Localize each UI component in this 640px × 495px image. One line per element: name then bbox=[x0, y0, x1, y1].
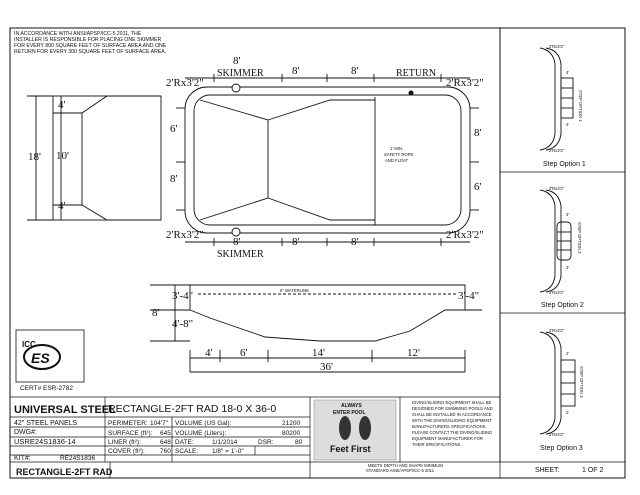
svg-text:SCALE:: SCALE: bbox=[175, 448, 199, 455]
plan-skimmer-top-label: SKIMMER bbox=[217, 68, 264, 79]
profile-bottom-dim-2: 6' bbox=[240, 347, 248, 359]
step-option-1-drawing bbox=[540, 48, 573, 150]
kit-number: RE24S1836 bbox=[60, 455, 96, 462]
svg-text:IN ACCORDANCE WITH ANSI/APSP/I: IN ACCORDANCE WITH ANSI/APSP/ICC-5 2011, THE bbox=[14, 31, 142, 37]
svg-text:PLEASE CONTACT THE DIVING/SLID: PLEASE CONTACT THE DIVING/SLIDING bbox=[412, 430, 493, 435]
safety-rope-note bbox=[384, 146, 413, 163]
kit-label: KIT#: bbox=[14, 455, 31, 462]
profile-slope: 4'-8" bbox=[172, 318, 194, 330]
step2-dim-a: 3' bbox=[566, 212, 570, 217]
plan-left-dim-1: 6' bbox=[170, 123, 178, 135]
step3-bottom-label: 2'Rx3'2" bbox=[549, 432, 565, 437]
step3-caption: Step Option 3 bbox=[540, 445, 583, 452]
svg-text:DATE:: DATE: bbox=[175, 439, 194, 446]
step2-caption: Step Option 2 bbox=[541, 302, 584, 309]
svg-text:ALWAYS: ALWAYS bbox=[341, 403, 362, 409]
plan-right-dim-1: 8' bbox=[474, 127, 482, 139]
end-dim-bottom: 4' bbox=[58, 200, 66, 212]
plan-radius-tl: 2'Rx3'2" bbox=[166, 77, 204, 89]
svg-text:DESIGNED FOR SWIMMING POOLS AN: DESIGNED FOR SWIMMING POOLS AND bbox=[412, 406, 493, 411]
plan-top-dim-3: 8' bbox=[351, 65, 359, 77]
step1-bottom-label: 2'Rx3'2" bbox=[549, 148, 565, 153]
profile-bottom-dim-4: 12' bbox=[407, 347, 420, 359]
panels-label: 42" STEEL PANELS bbox=[14, 420, 78, 427]
svg-text:80: 80 bbox=[295, 439, 303, 446]
footer-title: RECTANGLE-2FT RAD bbox=[16, 467, 113, 477]
step1-caption: Step Option 1 bbox=[543, 161, 586, 168]
profile-bottom-dim-1: 4' bbox=[205, 347, 213, 359]
profile-overall: 36' bbox=[320, 361, 333, 373]
svg-text:104'7": 104'7" bbox=[150, 420, 169, 427]
svg-text:1/8" = 1'-0": 1/8" = 1'-0" bbox=[212, 448, 244, 455]
step3-vertical-label: STEP OPTION 3 bbox=[579, 366, 584, 398]
dwg-number: USRE24S1836-14 bbox=[14, 437, 76, 446]
step3-dim-b: 2' bbox=[566, 410, 570, 415]
step2-vertical-label: STEP OPTION 2 bbox=[577, 222, 582, 254]
icc-es-logo bbox=[16, 330, 84, 382]
svg-text:SAFETY ROPE: SAFETY ROPE bbox=[384, 152, 414, 157]
svg-text:LINER (ft²):: LINER (ft²): bbox=[108, 439, 141, 446]
plan-return-label: RETURN bbox=[396, 68, 436, 79]
svg-text:21200: 21200 bbox=[282, 420, 301, 427]
profile-waterline: 6" WATERLINE bbox=[280, 288, 309, 293]
profile-right-shallow: 3'-4" bbox=[458, 290, 480, 302]
step1-top-label: 2'Rx3'2" bbox=[549, 44, 565, 49]
step2-dim-b: 3' bbox=[566, 265, 570, 270]
end-overall: 18' bbox=[28, 151, 41, 163]
svg-text:80200: 80200 bbox=[282, 430, 301, 437]
return-fitting-icon bbox=[409, 91, 414, 96]
step1-dim-a: 4' bbox=[566, 70, 570, 75]
profile-depth: 8' bbox=[152, 307, 160, 319]
plan-radius-tr: 2'Rx3'2" bbox=[446, 77, 484, 89]
svg-text:FOR EVERY 800 SQUARE FEET OF S: FOR EVERY 800 SQUARE FEET OF SURFACE AREA AND ONE bbox=[14, 43, 167, 49]
plan-top-dim-2: 8' bbox=[292, 65, 300, 77]
svg-text:SHALL BE INSTALLED IN ACCORDAN: SHALL BE INSTALLED IN ACCORDANCE bbox=[412, 412, 492, 417]
plan-bottom-dim-1: 8' bbox=[233, 236, 241, 248]
svg-text:STANDARD ANSI/APSP/ICC-5 2011: STANDARD ANSI/APSP/ICC-5 2011 bbox=[366, 468, 435, 473]
end-dim-top: 4' bbox=[58, 99, 66, 111]
end-dim-mid: 10' bbox=[56, 150, 69, 162]
plan-view bbox=[176, 74, 479, 246]
skimmer-top-icon bbox=[232, 84, 240, 92]
svg-text:1/1/2014: 1/1/2014 bbox=[212, 439, 238, 446]
spec-table bbox=[108, 420, 303, 455]
plan-left-dim-2: 8' bbox=[170, 173, 178, 185]
svg-text:DSR:: DSR: bbox=[258, 439, 274, 446]
profile-left-shallow: 3'-4" bbox=[172, 290, 194, 302]
svg-text:760: 760 bbox=[160, 448, 171, 455]
plan-top-dim-1: 8' bbox=[233, 55, 241, 67]
step1-vertical-label: STEP OPTION 1 bbox=[578, 90, 583, 122]
svg-text:EQUIPMENT MANUFACTURER FOR: EQUIPMENT MANUFACTURER FOR bbox=[412, 436, 483, 441]
plan-radius-bl: 2'Rx3'2" bbox=[166, 229, 204, 241]
compliance-note bbox=[14, 31, 167, 55]
plan-radius-br: 2'Rx3'2" bbox=[446, 229, 484, 241]
svg-text:PERIMETER:: PERIMETER: bbox=[108, 420, 148, 427]
skimmer-bottom-icon bbox=[232, 228, 240, 236]
svg-text:ICC: ICC bbox=[22, 340, 36, 349]
plan-right-dim-2: 6' bbox=[474, 181, 482, 193]
step2-bottom-label: 2'Rx3'2" bbox=[549, 290, 565, 295]
svg-text:VOLUME (Liters):: VOLUME (Liters): bbox=[175, 430, 227, 437]
svg-text:RETURN FOR EVERY 300 SQUARE FE: RETURN FOR EVERY 300 SQUARE FEET OF SURFACE AREA. bbox=[14, 49, 167, 55]
profile-bottom-dim-3: 14' bbox=[312, 347, 325, 359]
end-view bbox=[27, 96, 161, 220]
svg-text:SURFACE (ft²):: SURFACE (ft²): bbox=[108, 430, 153, 437]
svg-text:INSTALLER IS RESPONSIBLE FOR P: INSTALLER IS RESPONSIBLE FOR PLACING ONE SKIMMER bbox=[14, 37, 162, 43]
svg-text:MEETS DEPTH AND SHAPE MINIMUM: MEETS DEPTH AND SHAPE MINIMUM bbox=[368, 463, 443, 468]
drawing-title: RECTANGLE-2FT RAD 18-0 X 36-0 bbox=[108, 403, 277, 415]
standard-note bbox=[366, 463, 443, 473]
plan-bottom-dim-3: 8' bbox=[351, 236, 359, 248]
sheet-label: SHEET: bbox=[535, 467, 560, 474]
svg-text:ENTER POOL: ENTER POOL bbox=[333, 410, 366, 416]
step3-top-label: 2'Rx3'2" bbox=[549, 328, 565, 333]
svg-text:DIVING/SLIDING EQUIPMENT SHALL: DIVING/SLIDING EQUIPMENT SHALL BE bbox=[412, 400, 492, 405]
svg-text:COVER (ft²):: COVER (ft²): bbox=[108, 448, 145, 455]
step3-dim-a: 2' bbox=[566, 351, 570, 356]
step-option-3-drawing bbox=[540, 332, 575, 434]
svg-text:MANUFACTURERS SPECIFICATIONS.: MANUFACTURERS SPECIFICATIONS. bbox=[412, 424, 487, 429]
cert-number: CERT# ESR-2782 bbox=[20, 385, 73, 392]
svg-text:WITH THE DIVING/SLIDING EQUIPM: WITH THE DIVING/SLIDING EQUIPMENT bbox=[412, 418, 492, 423]
step2-top-label: 2'Rx3'2" bbox=[549, 186, 565, 191]
svg-text:ES: ES bbox=[31, 350, 50, 366]
svg-text:Feet First: Feet First bbox=[330, 444, 371, 454]
feet-first-logo bbox=[314, 400, 396, 460]
brand-wordmark: UNIVERSAL STEEL bbox=[14, 404, 116, 416]
dwg-label: DWG#: bbox=[14, 429, 37, 436]
svg-text:VOLUME (US Gal):: VOLUME (US Gal): bbox=[175, 420, 232, 427]
svg-text:THEIR SPECIFICATIONS.: THEIR SPECIFICATIONS. bbox=[412, 442, 462, 447]
step-option-2-drawing bbox=[540, 190, 571, 292]
svg-text:645: 645 bbox=[160, 430, 171, 437]
plan-skimmer-bottom-label: SKIMMER bbox=[217, 249, 264, 260]
sheet-number: 1 OF 2 bbox=[582, 467, 604, 474]
svg-text:AND FLOAT: AND FLOAT bbox=[385, 158, 409, 163]
plan-bottom-dim-2: 8' bbox=[292, 236, 300, 248]
svg-text:1' MIN.: 1' MIN. bbox=[390, 146, 404, 151]
diving-note bbox=[412, 400, 493, 447]
step1-dim-b: 4' bbox=[566, 122, 570, 127]
svg-text:648: 648 bbox=[160, 439, 171, 446]
